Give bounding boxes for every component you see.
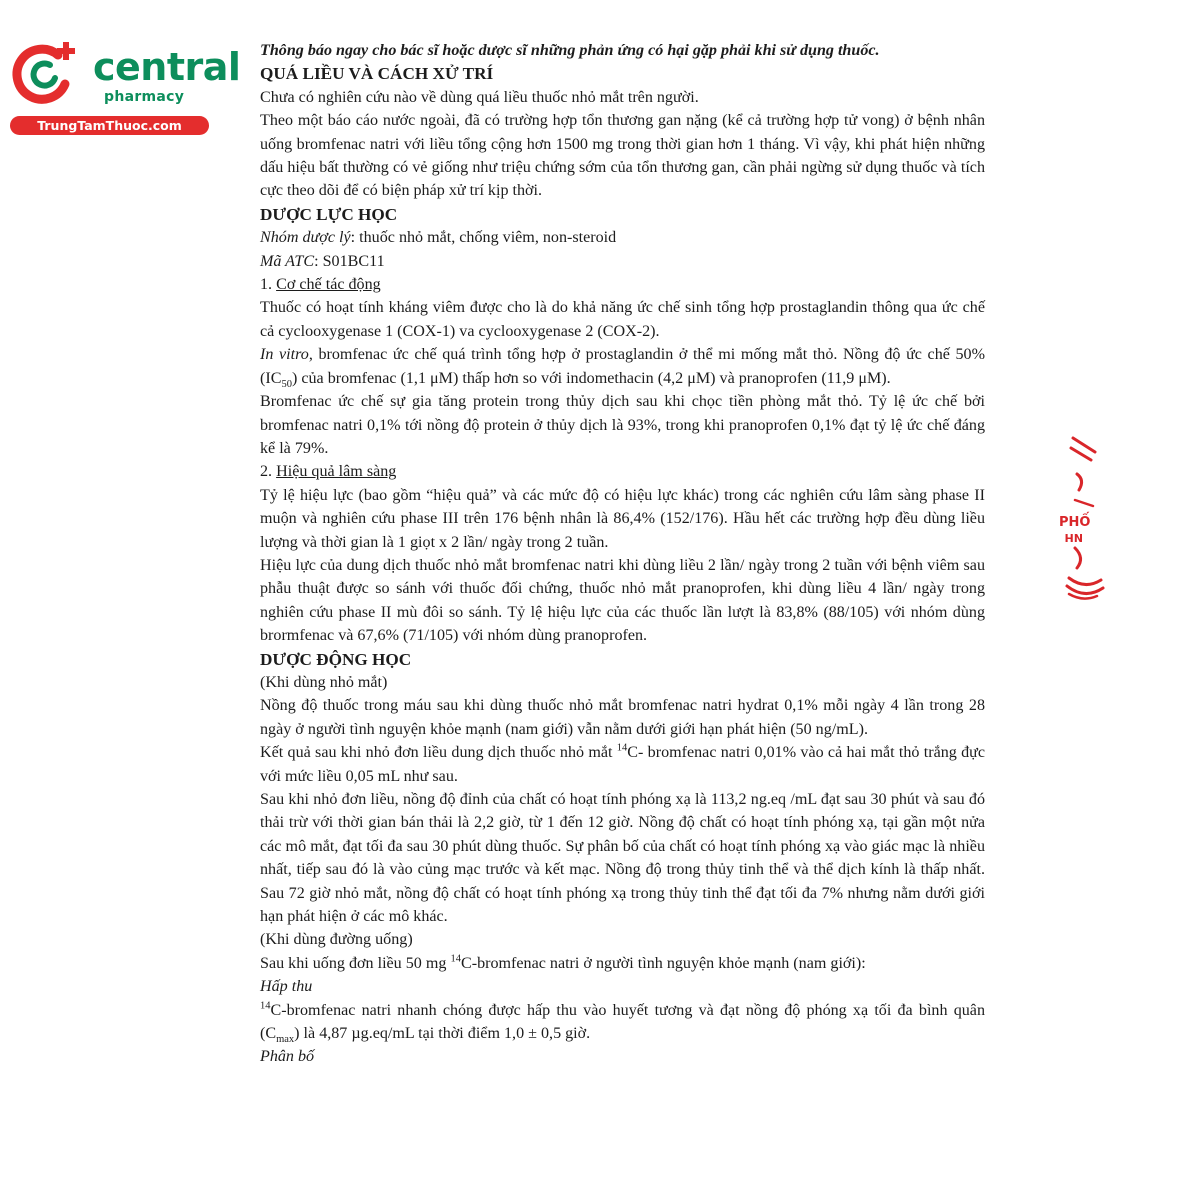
atc-code	[260, 250, 985, 273]
cmax-subscript: max	[276, 1034, 295, 1046]
efficacy-title: Hiệu quả lâm sàng	[276, 463, 397, 481]
eye-paragraph-1: Nồng độ thuốc trong máu sau khi dùng thuốc nhỏ mắt bromfenac natri hydrat 0,1% mỗi ngày 4 lần trong 28 ngày ở người tình nguyện khỏe mạnh (nam giới) vẫn nằm dưới giới hạn phát hiện (50 ng/mL).	[260, 697, 985, 738]
partial-seal-stamp	[1055, 430, 1105, 605]
absorption-text-b: ) là 4,87 µg.eq/mL tại thời điểm 1,0 ± 0,5 giờ.	[294, 1025, 591, 1043]
absorption-title-text: Hấp thu	[260, 978, 313, 996]
central-c-cross-icon	[10, 38, 80, 108]
logo-brand-text: central	[93, 45, 241, 89]
in-vitro-label: In vitro	[260, 346, 309, 364]
overdose-paragraph-2: Theo một báo cáo nước ngoài, đã có trường hợp tổn thương gan nặng (kể cả trường hợp tử vong) ở bệnh nhân uống bromfenac natri với liều tổng cộng hơn 1500 mg trong thời gian hơn 1 tháng. Vì vậy, khi phát hiện những dấu hiệu bất thường có vẻ giống như triệu chứng sớm của tổn thương gan, cần phải ngừng sử dụng thuốc và tích cực theo dõi để có biện pháp xử trí kịp thời.	[260, 112, 985, 200]
atc-code-value: : S01BC11	[314, 252, 385, 270]
oral-paragraph-1-b: C-bromfenac natri ở người tình nguyện khỏe mạnh (nam giới):	[460, 954, 866, 972]
c14-superscript: 14	[616, 742, 628, 754]
mechanism-number: 1.	[260, 276, 277, 294]
oral-paragraph-1	[260, 952, 985, 975]
mechanism-paragraph-1: Thuốc có hoạt tính kháng viêm được cho là do khả năng ức chế sinh tổng hợp prostaglandin thông qua ức chế cả cyclooxygenase 1 (COX-1) va cyclooxygenase 2 (COX-2).	[260, 299, 985, 340]
pharmacologic-group-label: Nhóm dược lý	[260, 229, 351, 247]
absorption-text-a: C-bromfenac natri nhanh chóng được hấp thu vào huyết tương và đạt nồng độ phóng xạ tối đa bình quân (C	[260, 1001, 985, 1043]
in-vitro-text-a: , bromfenac ức chế quá trình tổng hợp ở prostaglandin ở thể mi mống mắt thỏ. Nồng độ ức chế 50% (IC	[260, 346, 985, 387]
efficacy-subheading	[260, 460, 985, 483]
warning-line: Thông báo ngay cho bác sĩ hoặc dược sĩ những phản ứng có hại gặp phải khi sử dụng thuốc.	[260, 42, 880, 59]
stamp-fragment-2: NH	[1064, 531, 1083, 544]
mechanism-subheading	[260, 273, 985, 296]
distribution-title-text: Phân bố	[260, 1048, 315, 1066]
in-vitro-text-b: ) của bromfenac (1,1 μM) thấp hơn so với indomethacin (4,2 μM) và pranoprofen (11,9 μM).	[291, 369, 891, 387]
in-vitro-paragraph	[260, 343, 985, 390]
logo-sub-text: pharmacy	[104, 89, 185, 105]
logo-site-banner: TrungTamThuoc.com	[10, 116, 209, 135]
eye-paragraph-3: Sau khi nhỏ đơn liều, nồng độ đỉnh của chất có hoạt tính phóng xạ là 113,2 ng.eq /mL đạt sau 30 phút và sau đó thải trừ với thời gian bán thải là 2,2 giờ, từ 1 đến 12 giờ. Nồng độ chất có hoạt tính phóng xạ, tại gần một nửa các mô mắt, đạt tối đa sau 30 phút dùng thuốc. Sự phân bố của chất có hoạt tính phóng xạ vào giác mạc là nhiều nhất, tiếp sau đó là vào củng mạc trước và kết mạc. Nồng độ trong thủy tinh thể và thể dịch kính là thấp nhất. Sau 72 giờ nhỏ mắt, nồng độ chất có hoạt tính phóng xạ trong thủy tinh thể đạt tối đa 7% nhưng nằm dưới giới hạn phát hiện ở các mô khác.	[260, 791, 985, 926]
pharmacodynamics-heading: DƯỢC LỰC HỌC	[260, 204, 398, 224]
stamp-fragment-1: PHỐ	[1059, 515, 1091, 530]
document-body	[260, 39, 985, 1069]
eye-route-note: (Khi dùng nhỏ mắt)	[260, 673, 388, 691]
oral-route-note: (Khi dùng đường uống)	[260, 931, 413, 949]
efficacy-number: 2.	[260, 463, 277, 481]
c14-superscript: 14	[450, 953, 461, 965]
overdose-heading: QUÁ LIỀU VÀ CÁCH XỬ TRÍ	[260, 64, 494, 84]
oral-paragraph-1-a: Sau khi uống đơn liều 50 mg	[260, 954, 451, 972]
eye-paragraph-2-b: C- bromfenac natri 0,01% vào cả hai mắt thỏ trắng đực với mức liều 0,05 mL như sau.	[260, 744, 986, 785]
eye-paragraph-2-a: Kết quả sau khi nhỏ đơn liều dung dịch thuốc nhỏ mắt	[260, 744, 617, 762]
mechanism-paragraph-3: Bromfenac ức chế sự gia tăng protein trong thủy dịch sau khi chọc tiền phòng mắt thỏ. Tỷ lệ ức chế bởi bromfenac natri 0,1% tới nồng độ protein ở thủy dịch là 93%, trong khi pranoprofen 0,1% đạt tỷ lệ ức chế đáng kể là 79%.	[260, 393, 985, 457]
pharmacologic-group-value: : thuốc nhỏ mắt, chống viêm, non-steroid	[350, 229, 617, 247]
absorption-title	[260, 975, 985, 998]
absorption-paragraph	[260, 999, 985, 1046]
pharmacokinetics-heading: DƯỢC ĐỘNG HỌC	[260, 649, 412, 669]
mechanism-title: Cơ chế tác động	[276, 276, 381, 294]
c14-superscript: 14	[260, 1000, 271, 1012]
central-pharmacy-logo	[10, 38, 241, 138]
efficacy-paragraph-1: Tỷ lệ hiệu lực (bao gồm “hiệu quả” và các mức độ có hiệu lực khác) trong các nghiên cứu lâm sàng phase II muộn và nghiên cứu phase III trên 176 bệnh nhân là 86,4% (152/176). Hầu hết các trường hợp đều dùng liều lượng và thời gian là 1 giọt x 2 lần/ ngày trong 2 tuần.	[260, 486, 985, 551]
overdose-paragraph-1: Chưa có nghiên cứu nào về dùng quá liều thuốc nhỏ mắt trên người.	[260, 88, 699, 106]
eye-paragraph-2	[260, 741, 985, 788]
distribution-title	[260, 1045, 985, 1068]
pharmacologic-group	[260, 226, 985, 249]
ic50-subscript: 50	[281, 378, 292, 390]
atc-code-label: Mã ATC	[260, 252, 315, 270]
efficacy-paragraph-2: Hiệu lực của dung dịch thuốc nhỏ mắt bromfenac natri khi dùng liều 2 lần/ ngày trong 2 tuần với bệnh viêm sau phẫu thuật được so sánh với thuốc đối chứng, thuốc nhỏ mắt pranoprofen, khi dùng liều 4 lần/ ngày trong nghiên cứu phase II mù đôi so sánh. Tỷ lệ hiệu lực của các thuốc lần lượt là 83,8% (88/105) với nhóm dùng brormfenac và 67,6% (71/105) với nhóm dùng pranoprofen.	[260, 556, 985, 645]
